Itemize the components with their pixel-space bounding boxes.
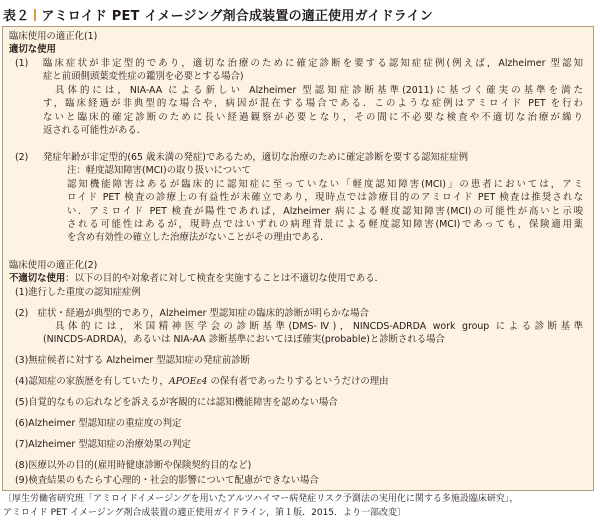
item1-text-line2: 症と前頭側頭葉変性症の鑑別を必要とする場合)	[43, 71, 244, 82]
guideline-panel	[2, 26, 594, 491]
unsuitable-item-1: (1)進行した重度の認知症症例	[15, 287, 141, 298]
item1-detail-line2: す，臨床経過が非典型的な場合や，病因が混在する場合である．このような症例はアミロイド PET を行わ	[43, 98, 583, 109]
title-divider	[34, 9, 36, 21]
section1-subheading: 適切な使用	[9, 44, 56, 55]
unsuitable-item-2-line3: (NINCDS-ADRDA)，あるいは NIA-AA 診断基準においてほぼ確実(probable)と診断される場合	[43, 334, 445, 345]
source-note-line2: アミロイド PET イメージング剤合成装置の適正使用ガイドライン，第１版．2015．より一部改変〕	[3, 508, 407, 518]
source-note-line1: 〔厚生労働省研究班「アミロイドイメージングを用いたアルツハイマー病発症リスク予測法の実用化に関する多施設臨床研究」，	[3, 494, 519, 504]
item1-detail-line3: ないと臨床的確定診断のために長い経過観察が必要となり，その間に不必要な検査や不適切な治療が繰り	[43, 112, 583, 123]
item2-detail-line5: を含め有効性の確立した治療法がないことがその理由である．	[67, 232, 330, 243]
item2-detail-line2: ロイド PET 検査の診療上の有益性が未確立であり，現時点では診療目的のアミロイド PET 検査は推奨されな	[67, 192, 583, 203]
unsuitable-item-4	[15, 375, 389, 388]
table-title-text: アミロイド PET イメージング剤合成装置の適正使用ガイドライン	[41, 9, 433, 24]
item2-detail-line4: される可能性はあるが，現時点ではいずれの病理背景による軽度認知障害(MCI)であっても，保険適用薬	[67, 219, 583, 230]
unsuitable-item-4-post: の保有者であったりするというだけの理由	[207, 376, 389, 387]
section2-heading: 臨床使用の適正化(2)	[9, 260, 98, 271]
item1-label: (1)	[15, 58, 29, 69]
item2-note-title: 注：軽度認知障害(MCI)の取り扱いについて	[67, 165, 251, 176]
section1-heading: 臨床使用の適正化(1)	[9, 31, 98, 42]
unsuitable-item-7: (7)Alzheimer 型認知症の治療効果の判定	[15, 439, 191, 450]
item1-detail-line1: 具体的には，NIA-AA による新しい Alzheimer 型認知症診断基準(2011)に基づく確実の基準を満た	[55, 85, 583, 96]
item2-label: (2)	[15, 152, 29, 163]
table-number: 表２	[3, 9, 30, 24]
item1-text-line1: 臨床症状が非定型的であり，適切な治療のために確定診断を要する認知症症例(例えば，Alzheimer 型認知	[43, 58, 583, 69]
unsuitable-item-3: (3)無症候者に対する Alzheimer 型認知症の発症前診断	[15, 355, 250, 366]
item2-text-line1: 発症年齢が非定型的(65 歳未満の発症)であるため，適切な治療のために確定診断を要する認知症症例	[43, 152, 468, 163]
unsuitable-item-9: (9)検査結果のもたらす心理的・社会的影響について配慮ができない場合	[15, 475, 319, 486]
unsuitable-item-2-line1: (2) 症状・経過が典型的であり，Alzheimer 型認知症の臨床的診断が明らかな場合	[15, 308, 369, 319]
section2-subheading-rest: ：以下の目的や対象者に対して検査を実施することは不適切な使用である．	[65, 273, 385, 284]
unsuitable-item-4-pre: (4)認知症の家族歴を有していたり，	[15, 376, 169, 387]
section2-subheading-bold: 不適切な使用	[9, 273, 66, 284]
unsuitable-item-2-line2: 具体的には，米国精神医学会の診断基準(DMS-Ⅳ)，NINCDS-ADRDA work group による診断基準	[55, 321, 583, 332]
item1-detail-line4: 返される可能性がある．	[43, 125, 147, 136]
unsuitable-item-8: (8)医療以外の目的(雇用時健康診断や保険契約目的など)	[15, 460, 252, 471]
table-title	[3, 5, 433, 24]
unsuitable-item-6: (6)Alzheimer 型認知症の重症度の判定	[15, 418, 182, 429]
item2-detail-line1: 認知機能障害はあるが臨床的に認知症に至っていない「軽度認知障害(MCI)」の患者においては，アミ	[67, 179, 583, 190]
apoe-gene-name: APOEε4	[168, 376, 208, 387]
section2-subheading	[9, 272, 384, 285]
item2-detail-line3: い．アミロイド PET 検査が陽性であれば，Alzheimer 病による軽度認知障害(MCI)の可能性が高いと示唆	[67, 206, 583, 217]
unsuitable-item-5: (5)自覚的なもの忘れなどを訴えるが客観的には認知機能障害を認めない場合	[15, 397, 338, 408]
